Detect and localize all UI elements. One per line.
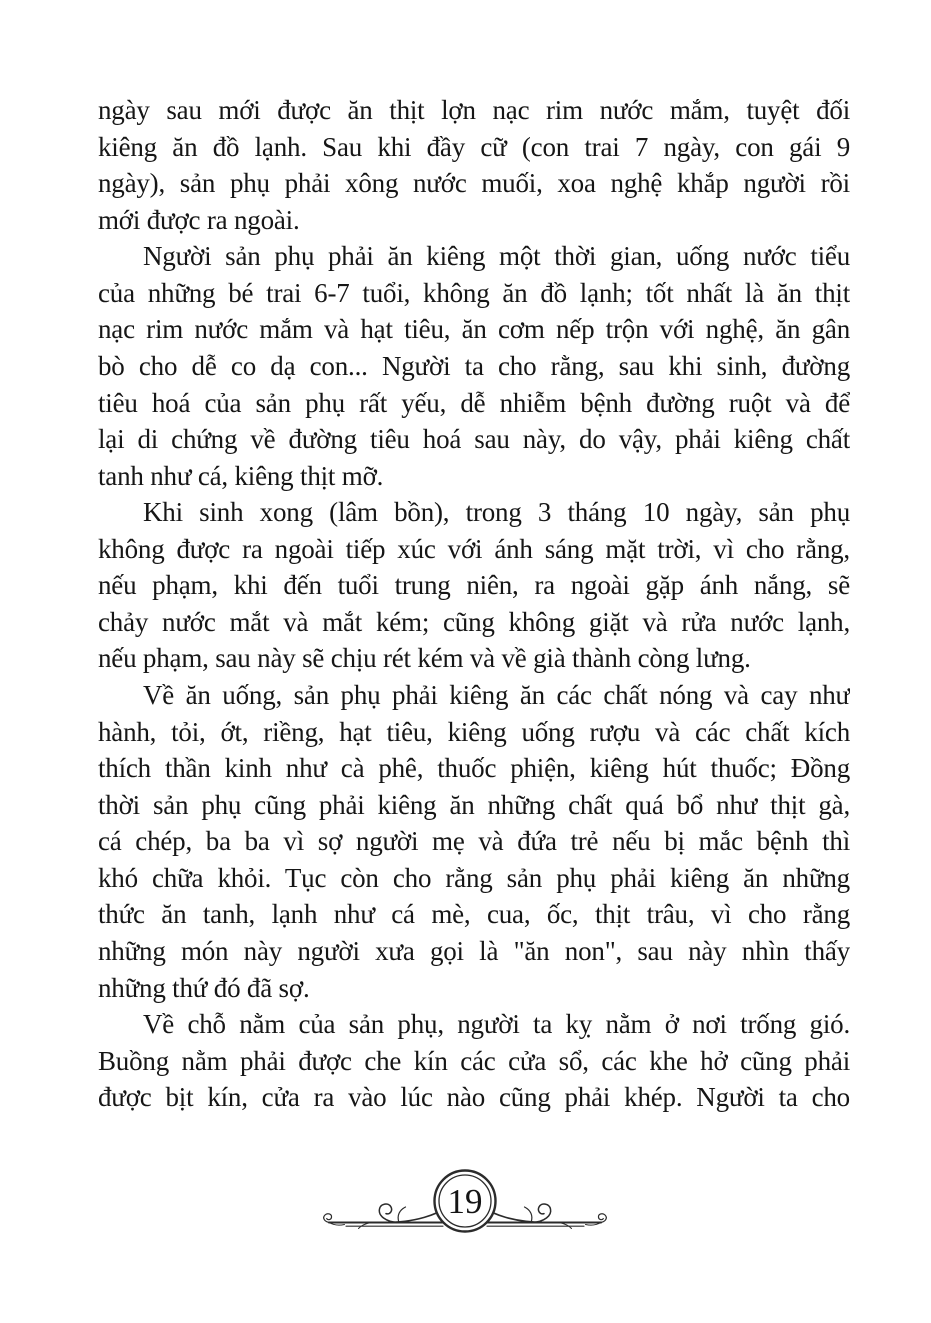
text-line: nếu phạm, sau này sẽ chịu rét kém và về già thành còng lưng. bbox=[98, 643, 751, 674]
text-line: được bịt kín, cửa ra vào lúc nào cũng phải khép. Người ta cho bbox=[98, 1082, 850, 1113]
text-line: thời sản phụ cũng phải kiêng ăn những chất quá bổ như thịt gà, bbox=[98, 789, 850, 820]
page-number: 19 bbox=[447, 1182, 483, 1221]
text-line: lại di chứng về đường tiêu hoá sau này, do vậy, phải kiêng chất bbox=[98, 424, 850, 455]
flourish-divider-icon bbox=[319, 1163, 611, 1241]
text-line: những món này người xưa gọi là "ăn non", sau này nhìn thấy bbox=[98, 935, 850, 966]
text-line: những thứ đó đã sợ. bbox=[98, 972, 310, 1003]
text-line: bò cho dễ co dạ con... Người ta cho rằng, sau khi sinh, đường bbox=[98, 350, 850, 381]
text-line: Về chỗ nằm của sản phụ, người ta kỵ nằm ở nơi trống gió. bbox=[143, 1009, 850, 1040]
text-line: chảy nước mắt và mắt kém; cũng không giặt và rửa nước lạnh, bbox=[98, 606, 850, 637]
text-line: cá chép, ba ba vì sợ người mẹ và đứa trẻ nếu bị mắc bệnh thì bbox=[98, 826, 850, 857]
text-line: Về ăn uống, sản phụ phải kiêng ăn các chất nóng và cay như bbox=[143, 680, 850, 710]
text-line: thức ăn tanh, lạnh như cá mè, cua, ốc, thịt trâu, vì cho rằng bbox=[98, 899, 850, 930]
text-line: nạc rim nước mắm và hạt tiêu, ăn cơm nếp trộn với nghệ, ăn gân bbox=[98, 314, 850, 345]
text-column bbox=[98, 92, 850, 1116]
text-line: của những bé trai 6-7 tuổi, không ăn đồ lạnh; tốt nhất là ăn thịt bbox=[98, 277, 850, 308]
text-line: Khi sinh xong (lâm bồn), trong 3 tháng 10 ngày, sản phụ bbox=[143, 497, 850, 528]
text-line: Buồng nằm phải được che kín các cửa sổ, các khe hở cũng phải bbox=[98, 1045, 850, 1076]
text-line: tiêu hoá của sản phụ rất yếu, dễ nhiễm bệnh đường ruột và để bbox=[98, 387, 850, 418]
text-line: khó chữa khỏi. Tục còn cho rằng sản phụ phải kiêng ăn những bbox=[98, 862, 850, 893]
text-line: không được ra ngoài tiếp xúc với ánh sáng mặt trời, vì cho rằng, bbox=[98, 533, 850, 564]
text-line: tanh như cá, kiêng thịt mỡ. bbox=[98, 460, 384, 491]
text-line: Người sản phụ phải ăn kiêng một thời gian, uống nước tiểu bbox=[143, 241, 850, 272]
page-number-ornament bbox=[319, 1163, 611, 1241]
text-line: ngày sau mới được ăn thịt lợn nạc rim nước mắm, tuyệt đối bbox=[98, 95, 850, 125]
text-line: hành, tỏi, ớt, riềng, hạt tiêu, kiêng uống rượu và các chất kích bbox=[98, 716, 850, 747]
text-line: kiêng ăn đồ lạnh. Sau khi đầy cữ (con trai 7 ngày, con gái 9 bbox=[98, 131, 850, 162]
text-line: thích thần kinh như cà phê, thuốc phiện, kiêng hút thuốc; Đồng bbox=[98, 753, 850, 784]
text-line: ngày), sản phụ phải xông nước muối, xoa nghệ khắp người rồi bbox=[98, 168, 850, 199]
text-line: mới được ra ngoài. bbox=[98, 204, 300, 235]
text-line: nếu phạm, khi đến tuổi trung niên, ra ngoài gặp ánh nắng, sẽ bbox=[98, 570, 850, 601]
